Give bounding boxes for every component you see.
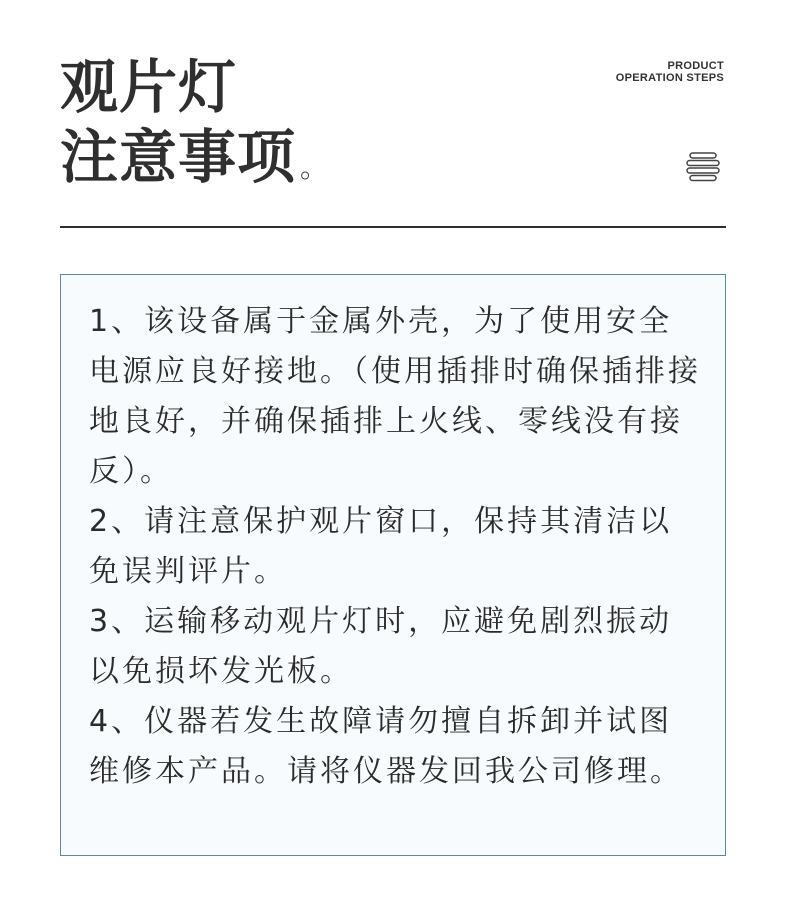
tagline	[616, 60, 724, 84]
title-dot: 。	[300, 151, 330, 184]
page-title	[60, 52, 329, 203]
menu-lines-icon	[686, 150, 720, 184]
notice-item-3: 3、运输移动观片灯时，应避免剧烈振动以免损坏发光板。	[89, 604, 673, 689]
notice-item-1: 1、该设备属于金属外壳，为了使用安全电源应良好接地。（使用插排时确保插排接地良好，并确保插排上火线、零线没有接反）。	[89, 304, 701, 489]
notice-item-2: 2、请注意保护观片窗口，保持其清洁以免误判评片。	[89, 504, 673, 589]
tagline-line-2: OPERATION STEPS	[615, 72, 724, 84]
title-line-1: 观片灯	[60, 53, 238, 121]
title-line-2	[60, 122, 329, 203]
notice-box	[60, 274, 726, 856]
title-line-2-text: 注意事项	[60, 123, 297, 191]
header-divider	[60, 226, 726, 228]
notice-list	[89, 297, 704, 797]
notice-item-4: 4、仪器若发生故障请勿擅自拆卸并试图维修本产品。请将仪器发回我公司修理。	[89, 704, 683, 789]
tagline-line-1: PRODUCT	[667, 60, 724, 72]
